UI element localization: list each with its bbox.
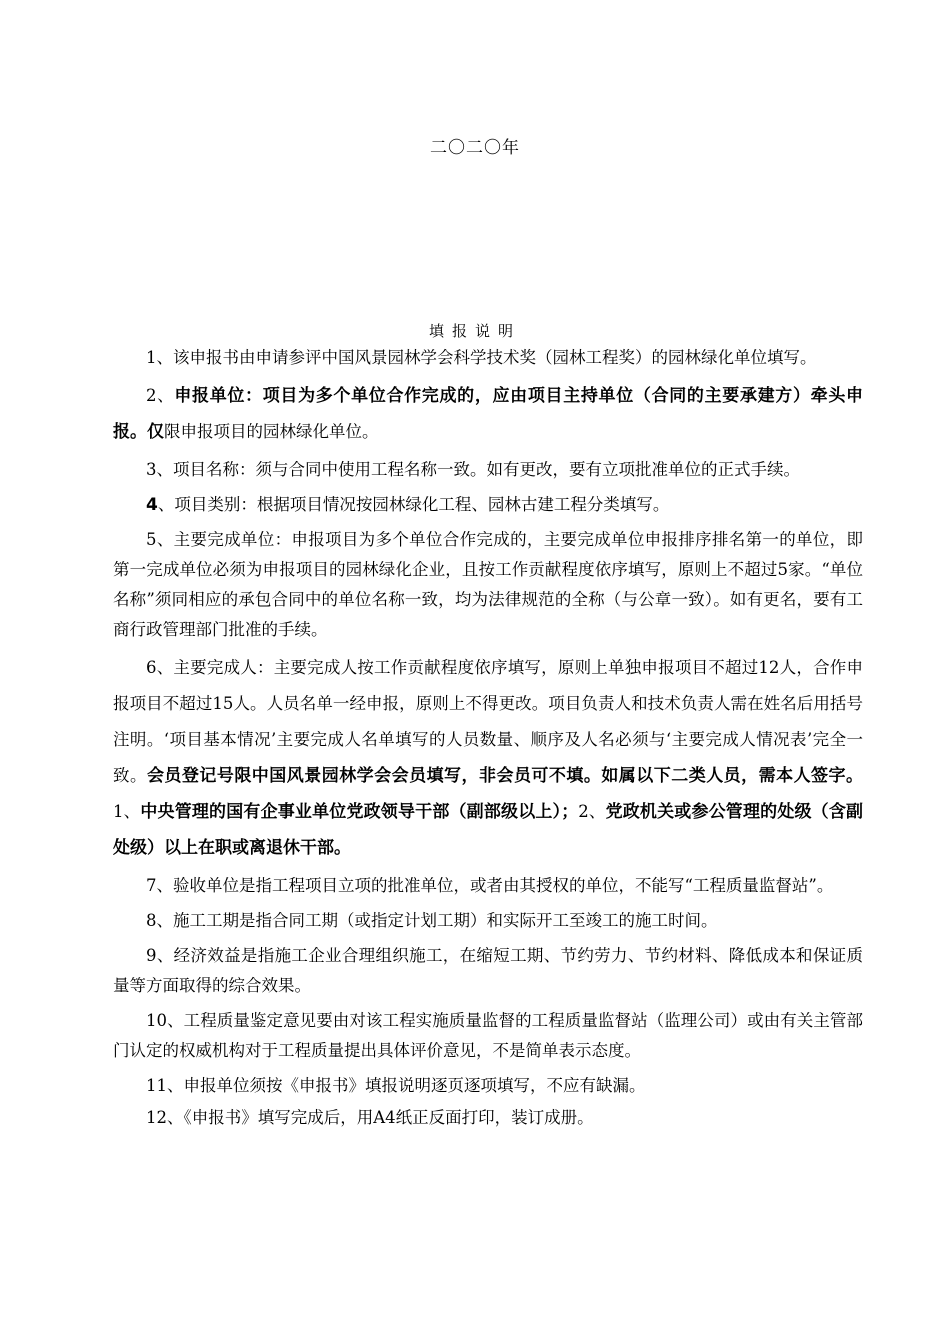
instructions-list — [113, 343, 863, 1135]
instruction-9-text: 9、经济效益是指施工企业合理组织施工，在缩短工期、节约劳力、节约材料、降低成本和保证质量等方面取得的综合效果。 — [113, 946, 863, 995]
instruction-item-5 — [113, 525, 863, 645]
instruction-1-text: 1、该申报书由申请参评中国风景园林学会科学技术奖（园林工程奖）的园林绿化单位填写。 — [146, 348, 817, 367]
instruction-8-text: 8、施工工期是指合同工期（或指定计划工期）和实际开工至竣工的施工时间。 — [146, 911, 718, 930]
instruction-6-sub-number-1: 1、 — [113, 802, 141, 821]
instruction-4-text: 、项目类别：根据项目情况按园林绿化工程、园林古建工程分类填写。 — [157, 495, 670, 514]
instruction-6-bold-clause-1: 中央管理的国有企事业单位党政领导干部（副部级以上）； — [140, 802, 579, 822]
instruction-item-9 — [113, 941, 863, 1001]
instruction-item-10 — [113, 1006, 863, 1066]
instruction-6-sub-number-2: 2、 — [578, 802, 606, 821]
instruction-7-text: 7、验收单位是指工程项目立项的批准单位，或者由其授权的单位，不能写“工程质量监督站”。 — [146, 876, 834, 895]
instruction-6-bold-clause-2: 党政机关或参公管理的处级（含副处级）以上在职或离退休干部。 — [113, 802, 864, 858]
instruction-3-text: 3、项目名称：须与合同中使用工程名称一致。如有更改，要有立项批准单位的正式手续。 — [146, 460, 800, 479]
instruction-4-number: 4 — [146, 495, 158, 515]
instruction-5-text: 5、主要完成单位：申报项目为多个单位合作完成的，主要完成单位申报排序排名第一的单位，即第一完成单位必须为申报项目的园林绿化企业，且按工作贡献程度依序填写，原则上不超过5家。“单位名称”须同相应的承包合同中的单位名称一致，均为法律规范的全称（与公章一致）。如有更名，要有工商行政管理部门批准的手续。 — [113, 530, 863, 639]
instructions-title: 填报说明 — [428, 322, 521, 340]
instruction-6-bold-text: 会员登记号限中国风景园林学会会员填写，非会员可不填。如属以下二类人员，需本人签字。 — [146, 766, 863, 786]
instruction-item-6 — [113, 650, 863, 866]
instruction-item-3 — [113, 455, 863, 485]
instruction-10-text: 10、工程质量鉴定意见要由对该工程实施质量监督的工程质量监督站（监理公司）或由有关主管部门认定的权威机构对于工程质量提出具体评价意见，不是简单表示态度。 — [113, 1011, 863, 1060]
instruction-6-text: 6、主要完成人：主要完成人按工作贡献程度依序填写，原则上单独申报项目不超过12人，合作申报项目不超过15人。人员名单一经申报，原则上不得更改。项目负责人和技术负责人需在姓名后用括号注明。‘项目基本情况’主要完成人名单填写的人员数量、顺序及人名必须与‘主要完成人情况表’完全一致。 — [113, 658, 863, 785]
instruction-item-1 — [113, 343, 863, 373]
instruction-2-bold-text: 申报单位：项目为多个单位合作完成的，应由项目主持单位（合同的主要承建方）牵头申报。仅 — [113, 386, 864, 442]
instruction-item-8 — [113, 906, 863, 936]
instruction-2-text: 限申报项目的园林绿化单位。 — [164, 422, 379, 441]
instruction-item-4 — [113, 490, 863, 520]
instruction-11-text: 11、申报单位须按《申报书》填报说明逐页逐项填写，不应有缺漏。 — [146, 1076, 646, 1095]
instruction-item-11 — [113, 1071, 863, 1101]
instruction-item-12 — [113, 1103, 863, 1133]
instruction-12-text: 12、《申报书》填写完成后，用A4纸正反面打印，装订成册。 — [146, 1108, 594, 1127]
instruction-2-number: 2、 — [146, 386, 175, 405]
cover-year: 二〇二〇年 — [430, 138, 520, 158]
instruction-item-7 — [113, 871, 863, 901]
instruction-item-2 — [113, 378, 863, 450]
